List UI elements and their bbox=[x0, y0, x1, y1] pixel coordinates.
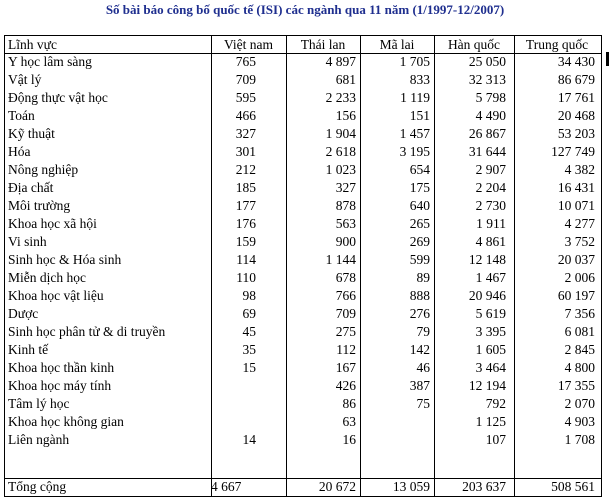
ma-lai-value: 833 bbox=[409, 72, 430, 87]
viet-nam-value: 176 bbox=[235, 216, 256, 231]
trung-quoc-value: 6 081 bbox=[564, 324, 595, 339]
thai-lan-value: 112 bbox=[336, 342, 356, 357]
ma-lai-value: 276 bbox=[409, 306, 430, 321]
han-quoc-value: 25 050 bbox=[468, 54, 506, 69]
han-quoc-value: 2 907 bbox=[475, 162, 506, 177]
thai-lan-value: 1 023 bbox=[325, 162, 356, 177]
total-trung-quoc: 508 561 bbox=[551, 479, 595, 494]
ma-lai-value: 89 bbox=[416, 270, 430, 285]
ma-lai-value: 387 bbox=[409, 378, 430, 393]
han-quoc-value: 5 619 bbox=[475, 306, 506, 321]
table-title: Số bài báo công bố quốc tế (ISI) các ngành qua 11 năm (1/1997-12/2007) bbox=[105, 2, 505, 17]
total-viet-nam: 4 667 bbox=[211, 479, 242, 494]
viet-nam-value: 15 bbox=[242, 360, 256, 375]
thai-lan-value: 900 bbox=[335, 234, 356, 249]
field-name: Khoa học vật liệu bbox=[8, 288, 104, 303]
thai-lan-value: 1 144 bbox=[325, 252, 356, 267]
trung-quoc-value: 4 800 bbox=[564, 360, 595, 375]
header-viet-nam: Việt nam bbox=[223, 37, 274, 52]
field-name: Vi sinh bbox=[8, 234, 47, 249]
han-quoc-value: 1 605 bbox=[475, 342, 506, 357]
viet-nam-value: 185 bbox=[235, 180, 256, 195]
header-linh-vuc: Lĩnh vực bbox=[8, 37, 57, 52]
trung-quoc-value: 60 197 bbox=[557, 288, 595, 303]
trung-quoc-value: 17 355 bbox=[557, 378, 595, 393]
field-name: Khoa học không gian bbox=[8, 414, 124, 429]
ma-lai-value: 1 457 bbox=[399, 126, 430, 141]
thai-lan-value: 4 897 bbox=[325, 54, 356, 69]
field-name: Động thực vật học bbox=[8, 90, 108, 105]
viet-nam-value: 177 bbox=[235, 198, 256, 213]
viet-nam-value: 98 bbox=[242, 288, 256, 303]
ma-lai-value: 79 bbox=[416, 324, 430, 339]
field-name: Khoa học máy tính bbox=[8, 378, 112, 393]
thai-lan-value: 275 bbox=[335, 324, 356, 339]
han-quoc-value: 1 125 bbox=[475, 414, 506, 429]
han-quoc-value: 2 204 bbox=[475, 180, 506, 195]
viet-nam-value bbox=[211, 413, 256, 431]
field-name: Toán bbox=[8, 108, 35, 123]
ma-lai-value: 265 bbox=[409, 216, 430, 231]
field-name: Kinh tế bbox=[8, 342, 49, 357]
trung-quoc-value: 86 679 bbox=[557, 72, 595, 87]
field-name: Sinh học & Hóa sinh bbox=[8, 252, 122, 267]
trung-quoc-value: 2 845 bbox=[564, 342, 595, 357]
han-quoc-value: 31 644 bbox=[468, 144, 506, 159]
trung-quoc-value: 1 708 bbox=[564, 432, 595, 447]
trung-quoc-value: 2 070 bbox=[564, 396, 595, 411]
trung-quoc-value: 17 761 bbox=[557, 90, 595, 105]
thai-lan-value: 426 bbox=[335, 378, 356, 393]
viet-nam-value: 45 bbox=[242, 324, 256, 339]
total-ma-lai: 13 059 bbox=[392, 479, 430, 494]
thai-lan-value: 709 bbox=[335, 306, 356, 321]
han-quoc-value: 3 395 bbox=[475, 324, 506, 339]
ma-lai-value bbox=[360, 413, 430, 431]
han-quoc-value: 1 467 bbox=[475, 270, 506, 285]
trung-quoc-value: 2 006 bbox=[564, 270, 595, 285]
thai-lan-value: 167 bbox=[335, 360, 356, 375]
field-name: Nông nghiệp bbox=[8, 162, 79, 177]
trung-quoc-value: 10 071 bbox=[557, 198, 595, 213]
viet-nam-value: 595 bbox=[235, 90, 256, 105]
viet-nam-value: 35 bbox=[242, 342, 256, 357]
viet-nam-value: 709 bbox=[235, 72, 256, 87]
han-quoc-value: 5 798 bbox=[475, 90, 506, 105]
han-quoc-value: 3 464 bbox=[475, 360, 506, 375]
trung-quoc-value: 4 903 bbox=[564, 414, 595, 429]
total-han-quoc: 203 637 bbox=[462, 479, 506, 494]
data-table bbox=[4, 35, 602, 497]
viet-nam-value: 14 bbox=[242, 432, 256, 447]
thai-lan-value: 563 bbox=[335, 216, 356, 231]
viet-nam-value: 765 bbox=[235, 54, 256, 69]
field-name: Hóa bbox=[8, 144, 31, 159]
thai-lan-value: 678 bbox=[335, 270, 356, 285]
thai-lan-value: 766 bbox=[335, 288, 356, 303]
viet-nam-value bbox=[211, 395, 256, 413]
thai-lan-value: 2 618 bbox=[325, 144, 356, 159]
ma-lai-value: 3 195 bbox=[399, 144, 430, 159]
ma-lai-value: 1 119 bbox=[400, 90, 430, 105]
field-name: Kỹ thuật bbox=[8, 126, 55, 141]
ma-lai-value: 46 bbox=[416, 360, 430, 375]
viet-nam-value: 69 bbox=[242, 306, 256, 321]
field-name: Vật lý bbox=[8, 72, 42, 87]
thai-lan-value: 327 bbox=[335, 180, 356, 195]
han-quoc-value: 1 911 bbox=[476, 216, 506, 231]
thai-lan-value: 156 bbox=[335, 108, 356, 123]
trung-quoc-value: 127 749 bbox=[551, 144, 595, 159]
field-name: Liên ngành bbox=[8, 432, 70, 447]
thai-lan-value: 16 bbox=[342, 432, 356, 447]
trung-quoc-value: 20 468 bbox=[557, 108, 595, 123]
thai-lan-value: 681 bbox=[335, 72, 356, 87]
field-name: Dược bbox=[8, 306, 39, 321]
field-name: Địa chất bbox=[8, 180, 54, 195]
total-label: Tổng cộng bbox=[8, 479, 67, 494]
han-quoc-value: 2 730 bbox=[475, 198, 506, 213]
han-quoc-value: 26 867 bbox=[468, 126, 506, 141]
thai-lan-value: 86 bbox=[342, 396, 356, 411]
ma-lai-value: 599 bbox=[409, 252, 430, 267]
viet-nam-value: 212 bbox=[235, 162, 256, 177]
field-name: Khoa học xã hội bbox=[8, 216, 97, 231]
thai-lan-value: 1 904 bbox=[325, 126, 356, 141]
viet-nam-value bbox=[211, 377, 256, 395]
header-han-quoc: Hàn quốc bbox=[447, 37, 501, 52]
viet-nam-value: 327 bbox=[235, 126, 256, 141]
han-quoc-value: 792 bbox=[485, 396, 506, 411]
edge-mark bbox=[606, 52, 609, 66]
thai-lan-value: 2 233 bbox=[325, 90, 356, 105]
han-quoc-value: 107 bbox=[485, 432, 506, 447]
field-name: Y học lâm sàng bbox=[8, 54, 92, 69]
trung-quoc-value: 34 430 bbox=[557, 54, 595, 69]
thai-lan-value: 63 bbox=[342, 414, 356, 429]
trung-quoc-value: 16 431 bbox=[557, 180, 595, 195]
table-header-row bbox=[5, 36, 601, 54]
header-thai-lan: Thái lan bbox=[300, 37, 346, 52]
viet-nam-value: 114 bbox=[236, 252, 256, 267]
trung-quoc-value: 7 356 bbox=[564, 306, 595, 321]
viet-nam-value: 159 bbox=[235, 234, 256, 249]
han-quoc-value: 12 148 bbox=[468, 252, 506, 267]
ma-lai-value: 888 bbox=[409, 288, 430, 303]
viet-nam-value: 110 bbox=[236, 270, 256, 285]
ma-lai-value: 175 bbox=[409, 180, 430, 195]
han-quoc-value: 4 861 bbox=[475, 234, 506, 249]
header-ma-lai: Mã lai bbox=[379, 37, 415, 52]
trung-quoc-value: 4 382 bbox=[564, 162, 595, 177]
viet-nam-value: 466 bbox=[235, 108, 256, 123]
viet-nam-value: 301 bbox=[235, 144, 256, 159]
han-quoc-value: 12 194 bbox=[468, 378, 506, 393]
total-thai-lan: 20 672 bbox=[318, 479, 356, 494]
ma-lai-value bbox=[360, 431, 430, 449]
han-quoc-value: 20 946 bbox=[468, 288, 506, 303]
field-name: Môi trường bbox=[8, 198, 71, 213]
ma-lai-value: 269 bbox=[409, 234, 430, 249]
field-name: Sinh học phân tử & di truyền bbox=[8, 324, 166, 339]
ma-lai-value: 75 bbox=[416, 396, 430, 411]
han-quoc-value: 4 490 bbox=[475, 108, 506, 123]
thai-lan-value: 878 bbox=[335, 198, 356, 213]
ma-lai-value: 1 705 bbox=[399, 54, 430, 69]
ma-lai-value: 654 bbox=[409, 162, 430, 177]
ma-lai-value: 142 bbox=[409, 342, 430, 357]
total-row bbox=[5, 478, 601, 496]
ma-lai-value: 640 bbox=[409, 198, 430, 213]
trung-quoc-value: 4 277 bbox=[564, 216, 595, 231]
field-name: Tâm lý học bbox=[8, 396, 70, 411]
trung-quoc-value: 20 037 bbox=[557, 252, 595, 267]
trung-quoc-value: 53 203 bbox=[557, 126, 595, 141]
han-quoc-value: 32 313 bbox=[468, 72, 506, 87]
field-name: Miễn dịch học bbox=[8, 270, 86, 285]
header-trung-quoc: Trung quốc bbox=[525, 37, 589, 52]
trung-quoc-value: 3 752 bbox=[564, 234, 595, 249]
field-name: Khoa học thần kinh bbox=[8, 360, 115, 375]
ma-lai-value: 151 bbox=[409, 108, 430, 123]
